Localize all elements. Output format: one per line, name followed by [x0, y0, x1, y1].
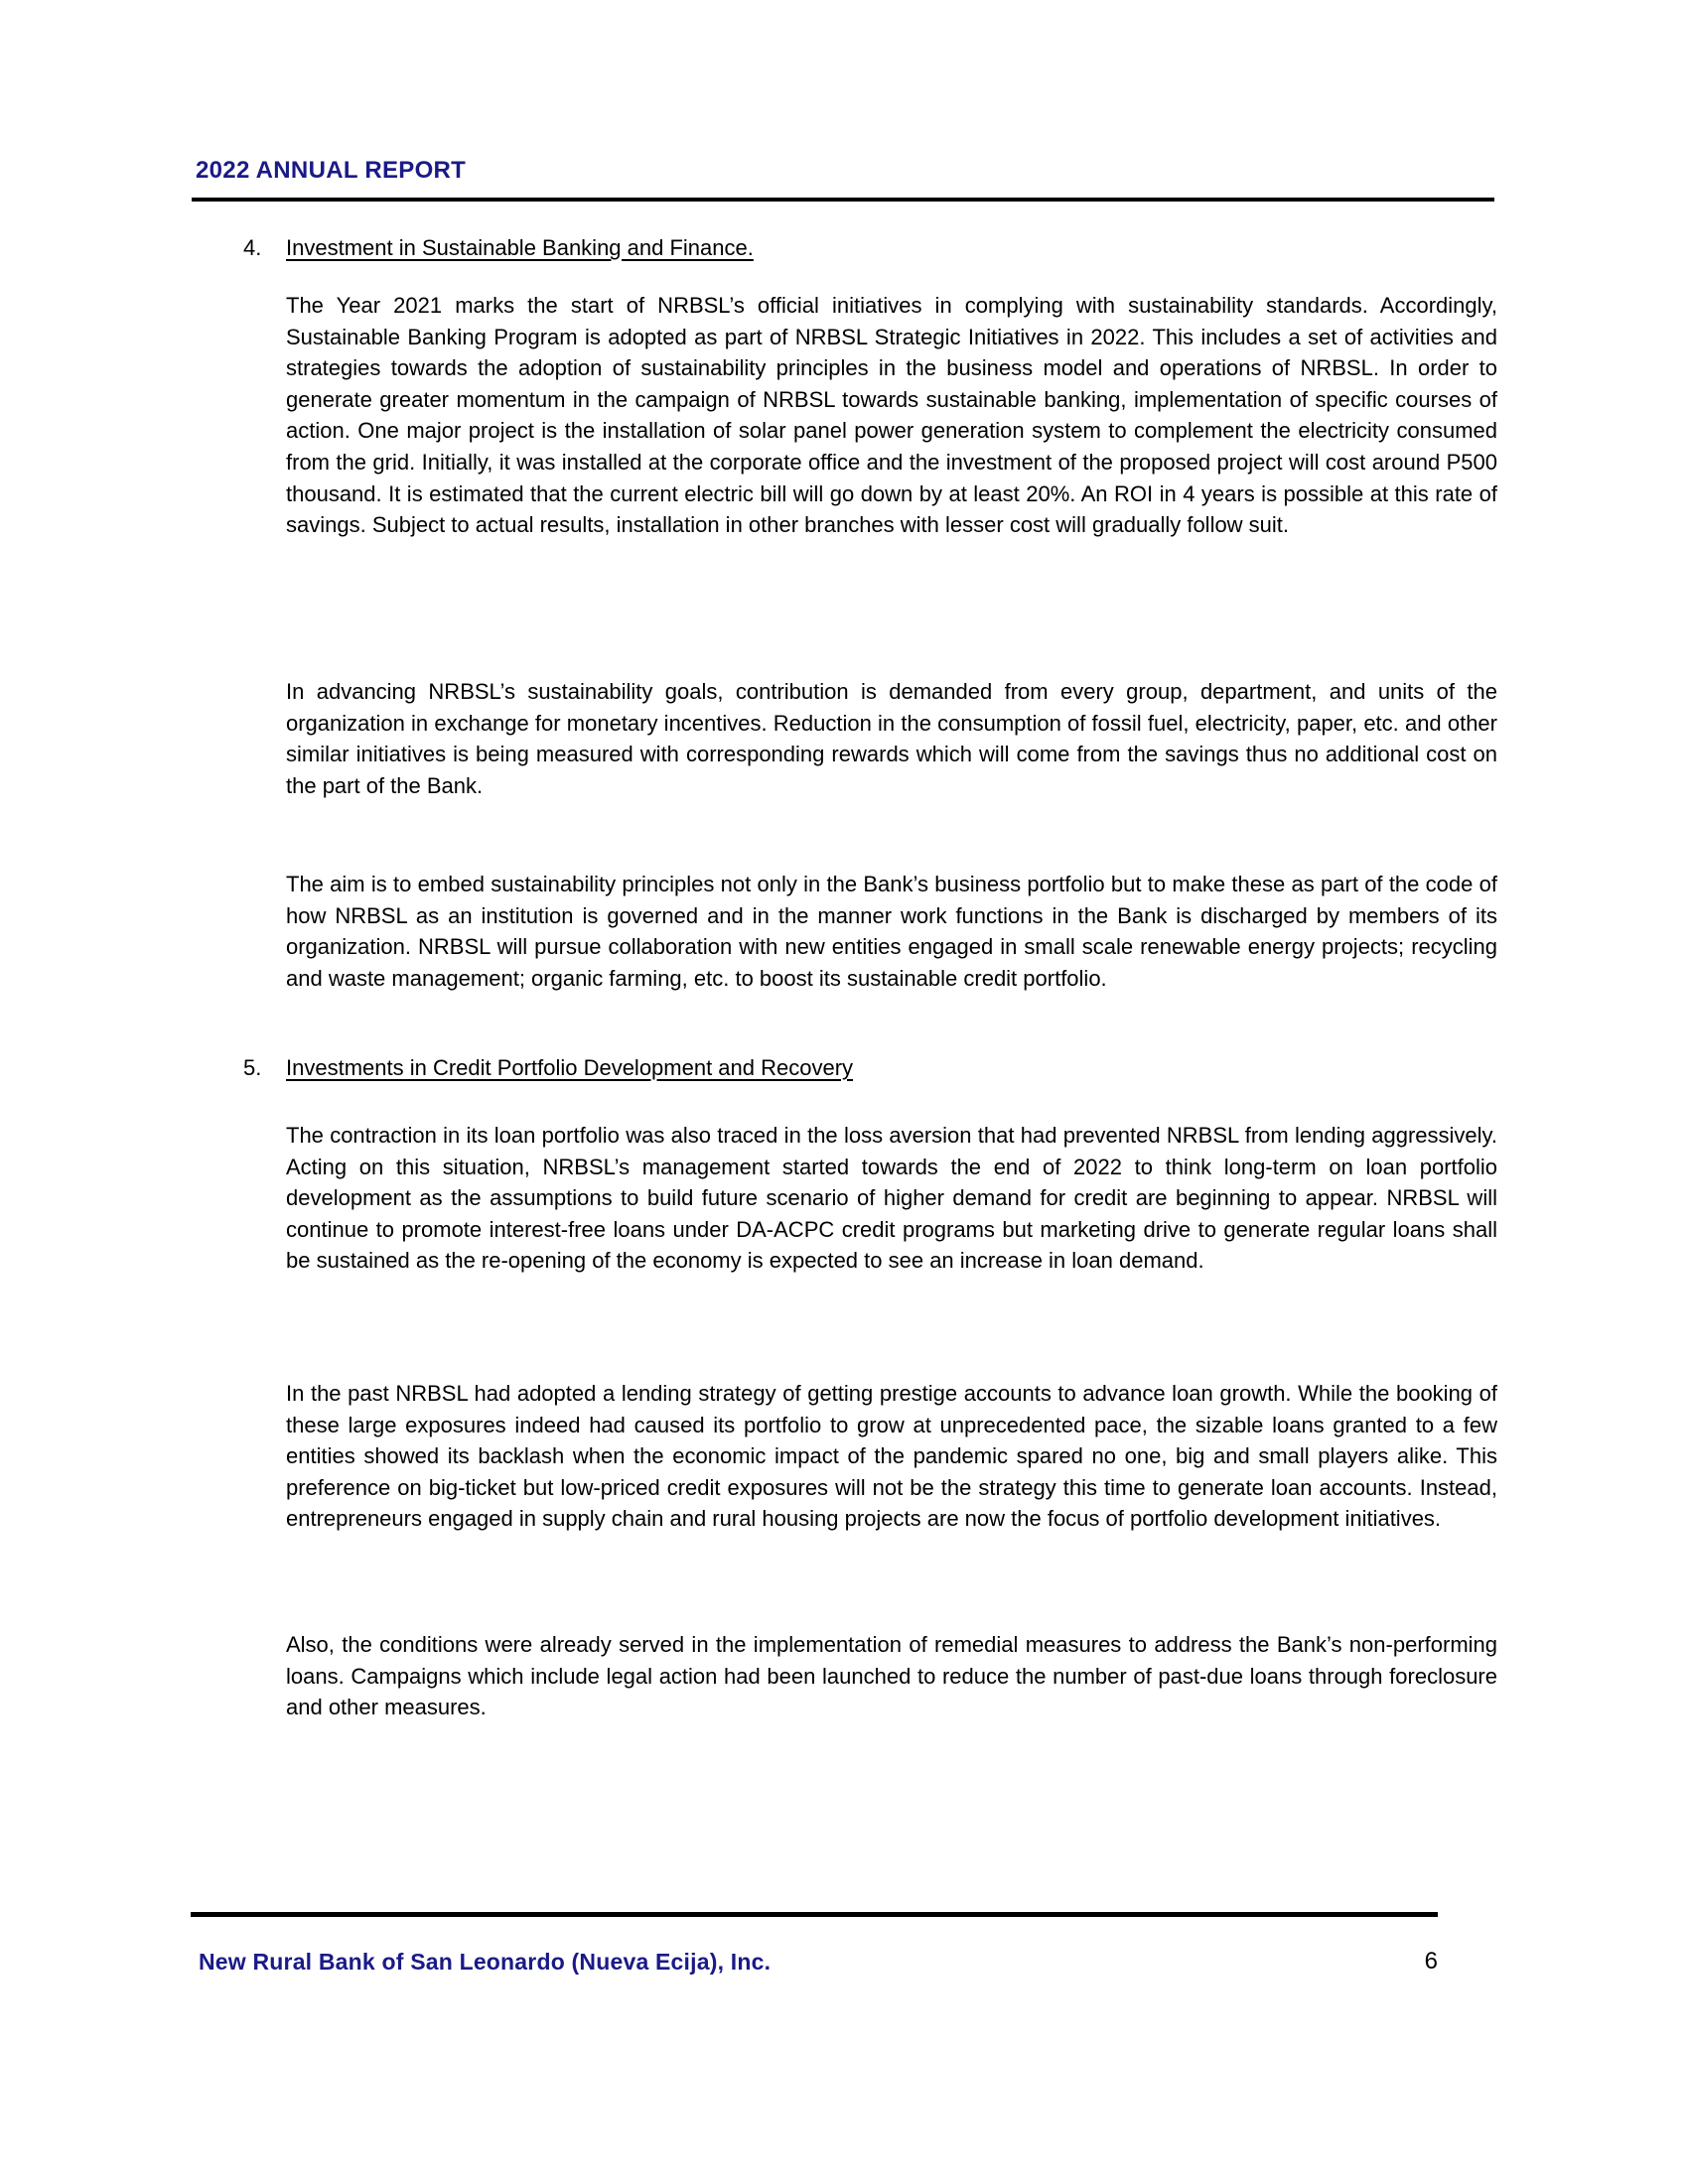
footer-page-number: 6: [1424, 1948, 1438, 1975]
section-4-paragraph-3: The aim is to embed sustainability principles not only in the Bank’s business portfolio but to make these as part of the code of how NRBSL as an institution is governed and in the manner work functions in the Bank is discharged by members of its organization. NRBSL will pursue collaboration with new entities engaged in small scale renewable energy projects; recycling and waste management; organic farming, etc. to boost its sustainable credit portfolio.: [286, 872, 1497, 991]
section-4-paragraph-2: In advancing NRBSL’s sustainability goals, contribution is demanded from every group, department, and units of the organization in exchange for monetary incentives. Reduction in the consumption of fossil fuel, electricity, paper, etc. and other similar initiatives is being measured with corresponding rewards which will come from the savings thus no additional cost on the part of the Bank.: [286, 679, 1497, 798]
section-4-paragraph-1: The Year 2021 marks the start of NRBSL’s official initiatives in complying with sustainability standards. Accordingly, Sustainable Banking Program is adopted as part of NRBSL Strategic Initiatives in 2022. This includes a set of activities and strategies towards the adoption of sustainability principles in the business model and operations of NRBSL. In order to generate greater momentum in the campaign of NRBSL towards sustainable banking, implementation of specific courses of action. One major project is the installation of solar panel power generation system to complement the electricity consumed from the grid. Initially, it was installed at the corporate office and the investment of the proposed project will cost around P500 thousand. It is estimated that the current electric bill will go down by at least 20%. An ROI in 4 years is possible at this rate of savings. Subject to actual results, installation in other branches with lesser cost will gradually follow suit.: [286, 293, 1497, 538]
section-5-paragraph-1: The contraction in its loan portfolio was also traced in the loss aversion that had prevented NRBSL from lending aggressively. Acting on this situation, NRBSL’s management started towards the end of 2022 to think long-term on loan portfolio development as the assumptions to build future scenario of higher demand for credit are beginning to appear. NRBSL will continue to promote interest-free loans under DA-ACPC credit programs but marketing drive to generate regular loans shall be sustained as the re-opening of the economy is expected to see an increase in loan demand.: [286, 1123, 1497, 1274]
report-header-title: 2022 ANNUAL REPORT: [196, 157, 467, 184]
section-5-heading: Investments in Credit Portfolio Development and Recovery: [286, 1055, 854, 1080]
section-5-paragraph-2: In the past NRBSL had adopted a lending strategy of getting prestige accounts to advance loan growth. While the booking of these large exposures indeed had caused its portfolio to grow at unprecedented pace, the sizable loans granted to a few entities showed its backlash when the economic impact of the pandemic spared no one, big and small players alike. This preference on big-ticket but low-priced credit exposures will not be the strategy this time to generate loan accounts. Instead, entrepreneurs engaged in supply chain and rural housing projects are now the focus of portfolio development initiatives.: [286, 1381, 1497, 1532]
header-rule: [192, 198, 1494, 202]
section-5-paragraph-3: Also, the conditions were already served in the implementation of remedial measures to address the Bank’s non-performing loans. Campaigns which include legal action had been launched to reduce the number of past-due loans through foreclosure and other measures.: [286, 1632, 1497, 1720]
section-4-heading: Investment in Sustainable Banking and Finance.: [286, 235, 754, 260]
footer-rule: [191, 1912, 1438, 1917]
section-5-number: 5.: [243, 1055, 262, 1080]
footer-bank-name: New Rural Bank of San Leonardo (Nueva Ecija), Inc.: [199, 1949, 772, 1975]
section-4-number: 4.: [243, 235, 262, 260]
